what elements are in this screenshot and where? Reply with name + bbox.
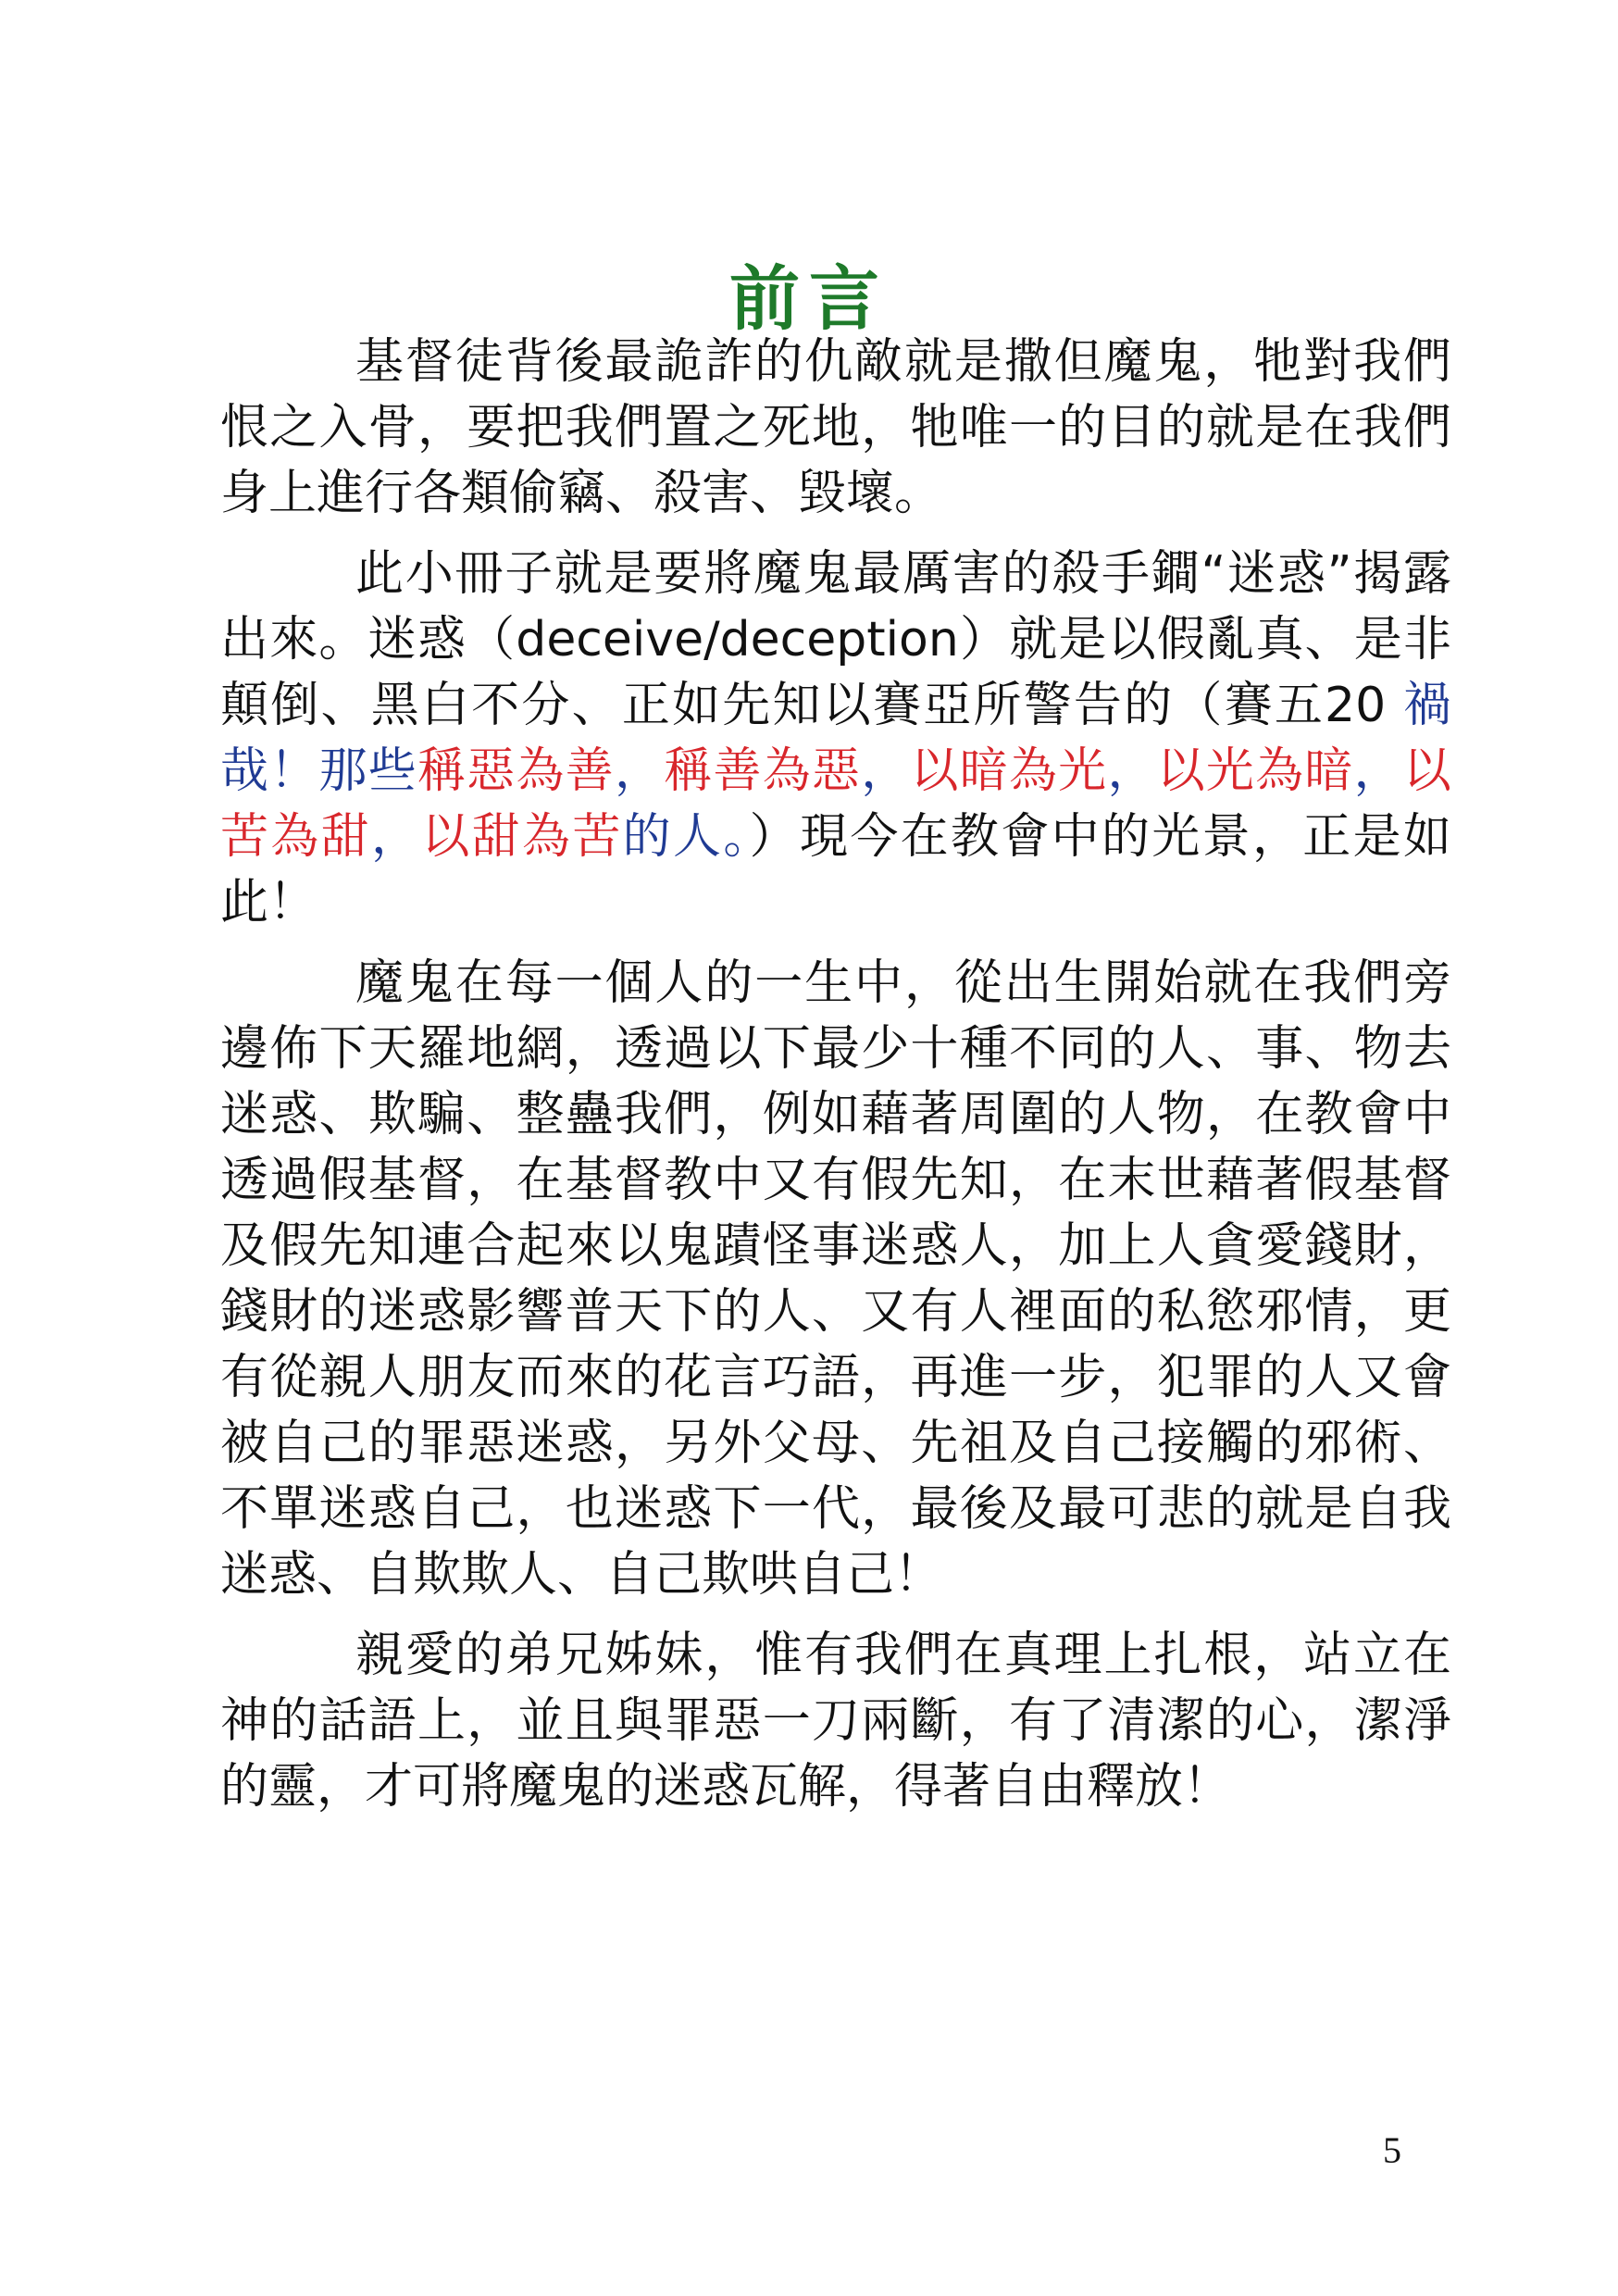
verse-segment: ， xyxy=(371,809,422,865)
page-title: 前言 xyxy=(729,256,889,340)
verse-segment: 禍哉！那些 xyxy=(220,678,1451,799)
preface-body xyxy=(220,330,1451,1835)
verse-segment: 稱善為惡 xyxy=(664,743,862,799)
paragraph-4: 親愛的弟兄姊妹，惟有我們在真理上扎根，站立在神的話語上，並且與罪惡一刀兩斷，有了清潔的心，潔淨的靈，才可將魔鬼的迷惑瓦解，得著自由釋放！ xyxy=(220,1628,1451,1815)
paragraph-2-outro: ）現今在教會中的光景，正是如此！ xyxy=(220,809,1451,930)
verse-segment: ， xyxy=(1353,743,1403,799)
verse-segment: 稱惡為善 xyxy=(417,743,615,799)
verse-segment: 以苦為甜 xyxy=(220,743,1451,865)
verse-segment: 的人。 xyxy=(622,809,750,865)
verse-segment: ， xyxy=(614,743,665,799)
paragraph-2-intro: 此小冊子就是要將魔鬼最厲害的殺手鐧“迷惑”揭露出來。迷惑（deceive/deception）就是以假亂真、是非顛倒、黑白不分、正如先知以賽亞所警告的（賽五20 xyxy=(220,546,1451,733)
paragraph-3: 魔鬼在每一個人的一生中，從出生開始就在我們旁邊佈下天羅地網，透過以下最少十種不同的人、事、物去迷惑、欺騙、整蠱我們，例如藉著周圍的人物，在教會中透過假基督，在基督教中又有假先知，在末世藉著假基督及假先知連合起來以鬼蹟怪事迷惑人，加上人貪愛錢財，錢財的迷惑影響普天下的人、又有人裡面的私慾邪情，更有從親人朋友而來的花言巧語，再進一步，犯罪的人又會被自己的罪惡迷惑，另外父母、先祖及自己接觸的邪術、不單迷惑自己，也迷惑下一代，最後及最可悲的就是自我迷惑、自欺欺人、自己欺哄自己！ xyxy=(220,955,1451,1603)
verse-segment: 以暗為光 xyxy=(910,743,1108,799)
page-number: 5 xyxy=(1383,2129,1401,2171)
verse-segment: ， xyxy=(861,743,911,799)
verse-segment: ， xyxy=(1107,743,1157,799)
verse-segment: 以光為暗 xyxy=(1156,743,1354,799)
paragraph-2 xyxy=(220,542,1451,936)
verse-segment: 以甜為苦 xyxy=(421,809,623,865)
paragraph-1: 基督徒背後最詭詐的仇敵就是撒但魔鬼，牠對我們恨之入骨，要把我們置之死地，牠唯一的目的就是在我們身上進行各類偷竊、殺害、毀壞。 xyxy=(220,334,1451,521)
